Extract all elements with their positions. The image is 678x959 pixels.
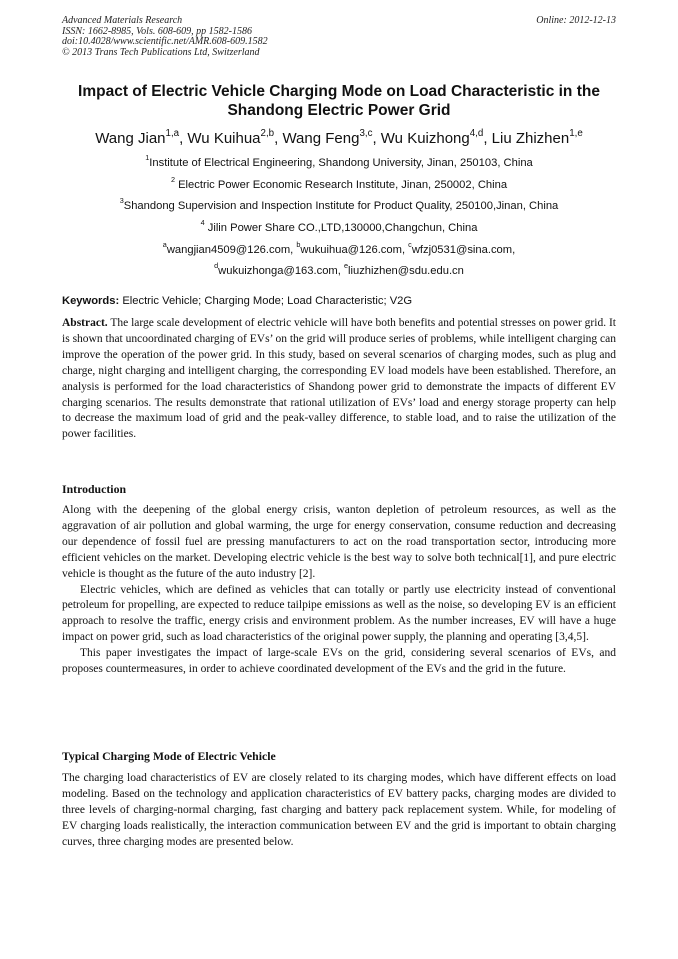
author-list: Wang Jian$^{1,a}$, Wu Kuihua$^{2,b}$, Wang Feng$^{3,c}$, Wu Kuizhong$^{4,d}$, Liu Zhizhen$^{1,e}$ bbox=[95, 127, 583, 147]
affiliation-4 bbox=[62, 218, 616, 235]
author-name: Wu Kuihua bbox=[187, 130, 261, 147]
affiliation-1 bbox=[62, 153, 616, 170]
affiliation-2 bbox=[62, 175, 616, 192]
author-superscript: 1,e bbox=[569, 127, 583, 139]
author-superscript: 1,a bbox=[165, 127, 180, 139]
affiliation-3 bbox=[62, 196, 616, 213]
paper-title bbox=[62, 82, 616, 120]
email-superscript: c bbox=[408, 240, 412, 250]
title-line-2: Shandong Electric Power Grid bbox=[227, 102, 451, 119]
charging-mode-body bbox=[62, 771, 616, 851]
email-c: wfzj0531@sina.com, bbox=[411, 244, 516, 256]
affiliation-text: Electric Power Economic Research Institute, Jinan, 250002, China bbox=[174, 179, 508, 191]
issn-line: ISSN: 1662-8985, Vols. 608-609, pp 1582-1586 bbox=[62, 25, 252, 37]
copyright-line: © 2013 Trans Tech Publications Ltd, Switzerland bbox=[62, 46, 260, 58]
author-name: Wang Jian bbox=[95, 130, 166, 147]
keywords-text: Electric Vehicle; Charging Mode; Load Characteristic; V2G bbox=[122, 295, 413, 307]
charging-paragraph-1: The charging load characteristics of EV are closely related to its charging modes, which have different effects on load modeling. Based on the technology and application characteristics of EV battery packs, charging modes are divided to three levels of charging-normal charging, fast charging and battery pack replacement system. While, for modeling of EV charging loads realistically, the interaction communication between EV and the grid is important to obtain charging curves, three charging modes are presented below. bbox=[62, 772, 616, 848]
email-superscript: e bbox=[343, 261, 349, 271]
author-superscript: 3,c bbox=[359, 127, 373, 139]
affiliation-text: Shandong Supervision and Inspection Institute for Product Quality, 250100,Jinan, China bbox=[123, 200, 559, 212]
email-superscript: d bbox=[214, 261, 219, 271]
email-line-1 bbox=[62, 240, 616, 257]
introduction-heading: Introduction bbox=[62, 482, 127, 496]
online-date: Online: 2012-12-13 bbox=[536, 15, 616, 26]
author-name: Wu Kuizhong bbox=[380, 130, 470, 147]
doi-line: doi:10.4028/www.scientific.net/AMR.608-609.1582 bbox=[62, 36, 268, 47]
introduction-body bbox=[62, 503, 616, 678]
email-superscript: b bbox=[296, 240, 301, 250]
journal-name: Advanced Materials Research bbox=[62, 15, 183, 26]
email-a: wangjian4509@126.com, bbox=[166, 244, 297, 256]
affiliation-superscript: 1 bbox=[145, 153, 150, 163]
email-e: liuzhizhen@sdu.edu.cn bbox=[348, 265, 464, 277]
affiliation-superscript: 2 bbox=[170, 175, 175, 185]
intro-paragraph-3: This paper investigates the impact of large-scale EVs on the grid, considering several scenarios of EVs, and proposes countermeasures, in order to achieve coordinated development of the EVs and the grid in the future. bbox=[62, 647, 616, 676]
email-d: wukuizhonga@163.com, bbox=[218, 265, 344, 277]
author-name: Liu Zhizhen bbox=[491, 130, 570, 147]
author-name: Wang Feng bbox=[282, 130, 360, 147]
journal-header bbox=[62, 16, 616, 58]
abstract-label: Abstract. bbox=[62, 317, 108, 329]
email-line-2 bbox=[62, 261, 616, 278]
affiliation-superscript: 3 bbox=[119, 196, 124, 206]
intro-paragraph-1: Along with the deepening of the global energy crisis, wanton depletion of petroleum resources, as well as the aggravation of air pollution and global warming, the urge for energy conservation, consume reduction and decreasing our dependence of fossil fuel are pressing manufacturers to act on the road transportation sector, introducing more efficient vehicles on the market. Developing electric vehicle is the best way to solve both technical[1], and pure electric vehicle is thought as the future of the auto industry [2]. bbox=[62, 504, 616, 580]
email-b: wukuihua@126.com, bbox=[300, 244, 409, 256]
affiliation-superscript: 4 bbox=[200, 218, 205, 228]
abstract-text: The large scale development of electric vehicle will have both benefits and potential stresses on power grid. It is shown that uncoordinated charging of EVs’ on the grid will produce series of problems, while intelligent charging can improve the operation of the power grid. In this study, based on several scenarios of charging modes, such as plug and charge, night charging and intelligent charging, the corresponding EV load models have been established. Therefore, an analysis is performed for the load characteristics of Shandong power grid to demonstrate the impacts of different EV charging scenarios. The results demonstrate that rational utilization of EVs’ load and energy storage property can help to decrease the maximum load of grid and the peak-valley difference, to stable load, and to raise the utilization of the power facilities. bbox=[62, 317, 616, 441]
affiliation-text: Jilin Power Share CO.,LTD,130000,Changchun, China bbox=[204, 222, 478, 234]
abstract bbox=[62, 316, 616, 443]
keywords-label: Keywords: bbox=[62, 295, 120, 307]
author-superscript: 2,b bbox=[260, 127, 275, 139]
affiliation-text: Institute of Electrical Engineering, Shandong University, Jinan, 250103, China bbox=[149, 157, 533, 169]
title-line-1: Impact of Electric Vehicle Charging Mode on Load Characteristic in the bbox=[78, 83, 600, 100]
author-superscript: 4,d bbox=[469, 127, 484, 139]
keywords bbox=[62, 294, 616, 308]
charging-mode-heading: Typical Charging Mode of Electric Vehicle bbox=[62, 749, 276, 763]
intro-paragraph-2: Electric vehicles, which are defined as vehicles that can totally or partly use electricity instead of conventional petroleum for propelling, are expected to reduce tailpipe emissions as well as the noise, so developing EV is an efficient approach to resolve the traffic, energy crisis and environment problem. As the number increases, EV will have a huge impact on power grid, such as load characteristics of the original power supply, the planning and operating [3,4,5]. bbox=[62, 583, 616, 644]
email-superscript: a bbox=[162, 240, 167, 250]
